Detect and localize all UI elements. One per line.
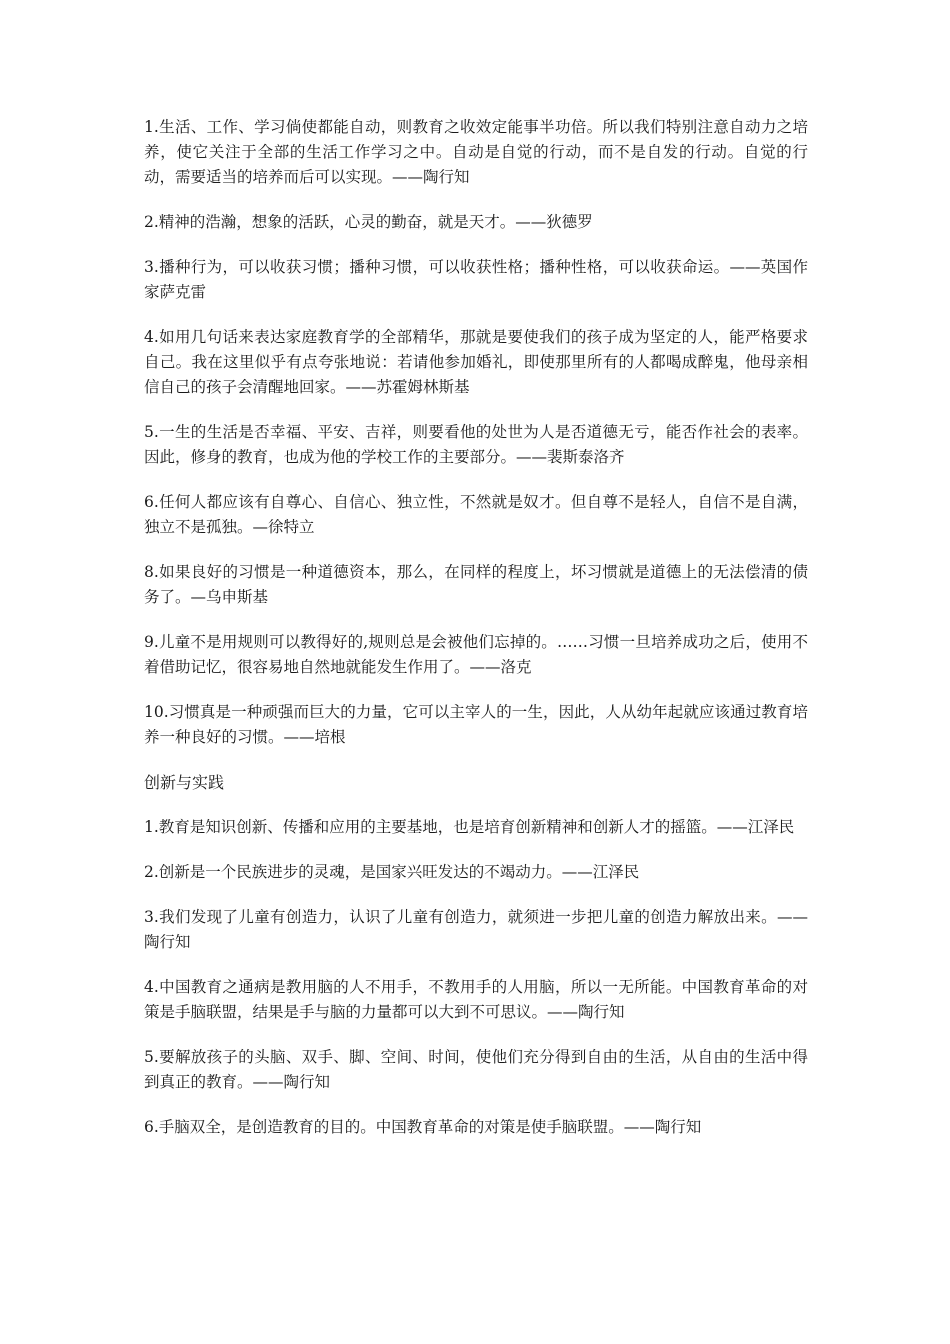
- quote-paragraph: 3.我们发现了儿童有创造力，认识了儿童有创造力，就须进一步把儿童的创造力解放出来。——陶行知: [144, 908, 808, 951]
- quote-paragraph: 6.手脑双全，是创造教育的目的。中国教育革命的对策是使手脑联盟。——陶行知: [144, 1118, 702, 1136]
- quote-paragraph: 1.生活、工作、学习倘使都能自动，则教育之收效定能事半功倍。所以我们特别注意自动力之培养，使它关注于全部的生活工作学习之中。自动是自觉的行动，而不是自发的行动。自觉的行动，需要适当的培养而后可以实现。——陶行知: [144, 118, 808, 186]
- quote-paragraph: 10.习惯真是一种顽强而巨大的力量，它可以主宰人的一生，因此，人从幼年起就应该通过教育培养一种良好的习惯。——培根: [144, 703, 808, 746]
- quote-paragraph: 2.精神的浩瀚，想象的活跃，心灵的勤奋，就是天才。——狄德罗: [144, 213, 593, 231]
- quote-paragraph: 9.儿童不是用规则可以教得好的,规则总是会被他们忘掉的。……习惯一旦培养成功之后，使用不着借助记忆，很容易地自然地就能发生作用了。——洛克: [144, 633, 808, 676]
- quote-paragraph: 3.播种行为，可以收获习惯；播种习惯，可以收获性格；播种性格，可以收获命运。——英国作家萨克雷: [144, 258, 808, 301]
- quote-paragraph: 8.如果良好的习惯是一种道德资本，那么，在同样的程度上，坏习惯就是道德上的无法偿清的债务了。—乌申斯基: [144, 563, 808, 606]
- section-heading: 创新与实践: [144, 773, 225, 792]
- quote-paragraph: 5.一生的生活是否幸福、平安、吉祥，则要看他的处世为人是否道德无亏，能否作社会的表率。因此，修身的教育，也成为他的学校工作的主要部分。——裴斯泰洛齐: [144, 423, 808, 466]
- quote-paragraph: 4.中国教育之通病是教用脑的人不用手，不教用手的人用脑，所以一无所能。中国教育革命的对策是手脑联盟，结果是手与脑的力量都可以大到不可思议。——陶行知: [144, 978, 808, 1021]
- document-page: [144, 115, 808, 1160]
- quote-paragraph: 6.任何人都应该有自尊心、自信心、独立性，不然就是奴才。但自尊不是轻人，自信不是自满，独立不是孤独。—徐特立: [144, 493, 808, 536]
- quote-paragraph: 4.如用几句话来表达家庭教育学的全部精华，那就是要使我们的孩子成为坚定的人，能严格要求自己。我在这里似乎有点夸张地说：若请他参加婚礼，即使那里所有的人都喝成醉鬼，他母亲相信自己的孩子会清醒地回家。——苏霍姆林斯基: [144, 328, 808, 396]
- quote-paragraph: 1.教育是知识创新、传播和应用的主要基地，也是培育创新精神和创新人才的摇篮。——江泽民: [144, 818, 795, 836]
- quote-paragraph: 5.要解放孩子的头脑、双手、脚、空间、时间，使他们充分得到自由的生活，从自由的生活中得到真正的教育。——陶行知: [144, 1048, 808, 1091]
- quote-paragraph: 2.创新是一个民族进步的灵魂，是国家兴旺发达的不竭动力。——江泽民: [144, 863, 640, 881]
